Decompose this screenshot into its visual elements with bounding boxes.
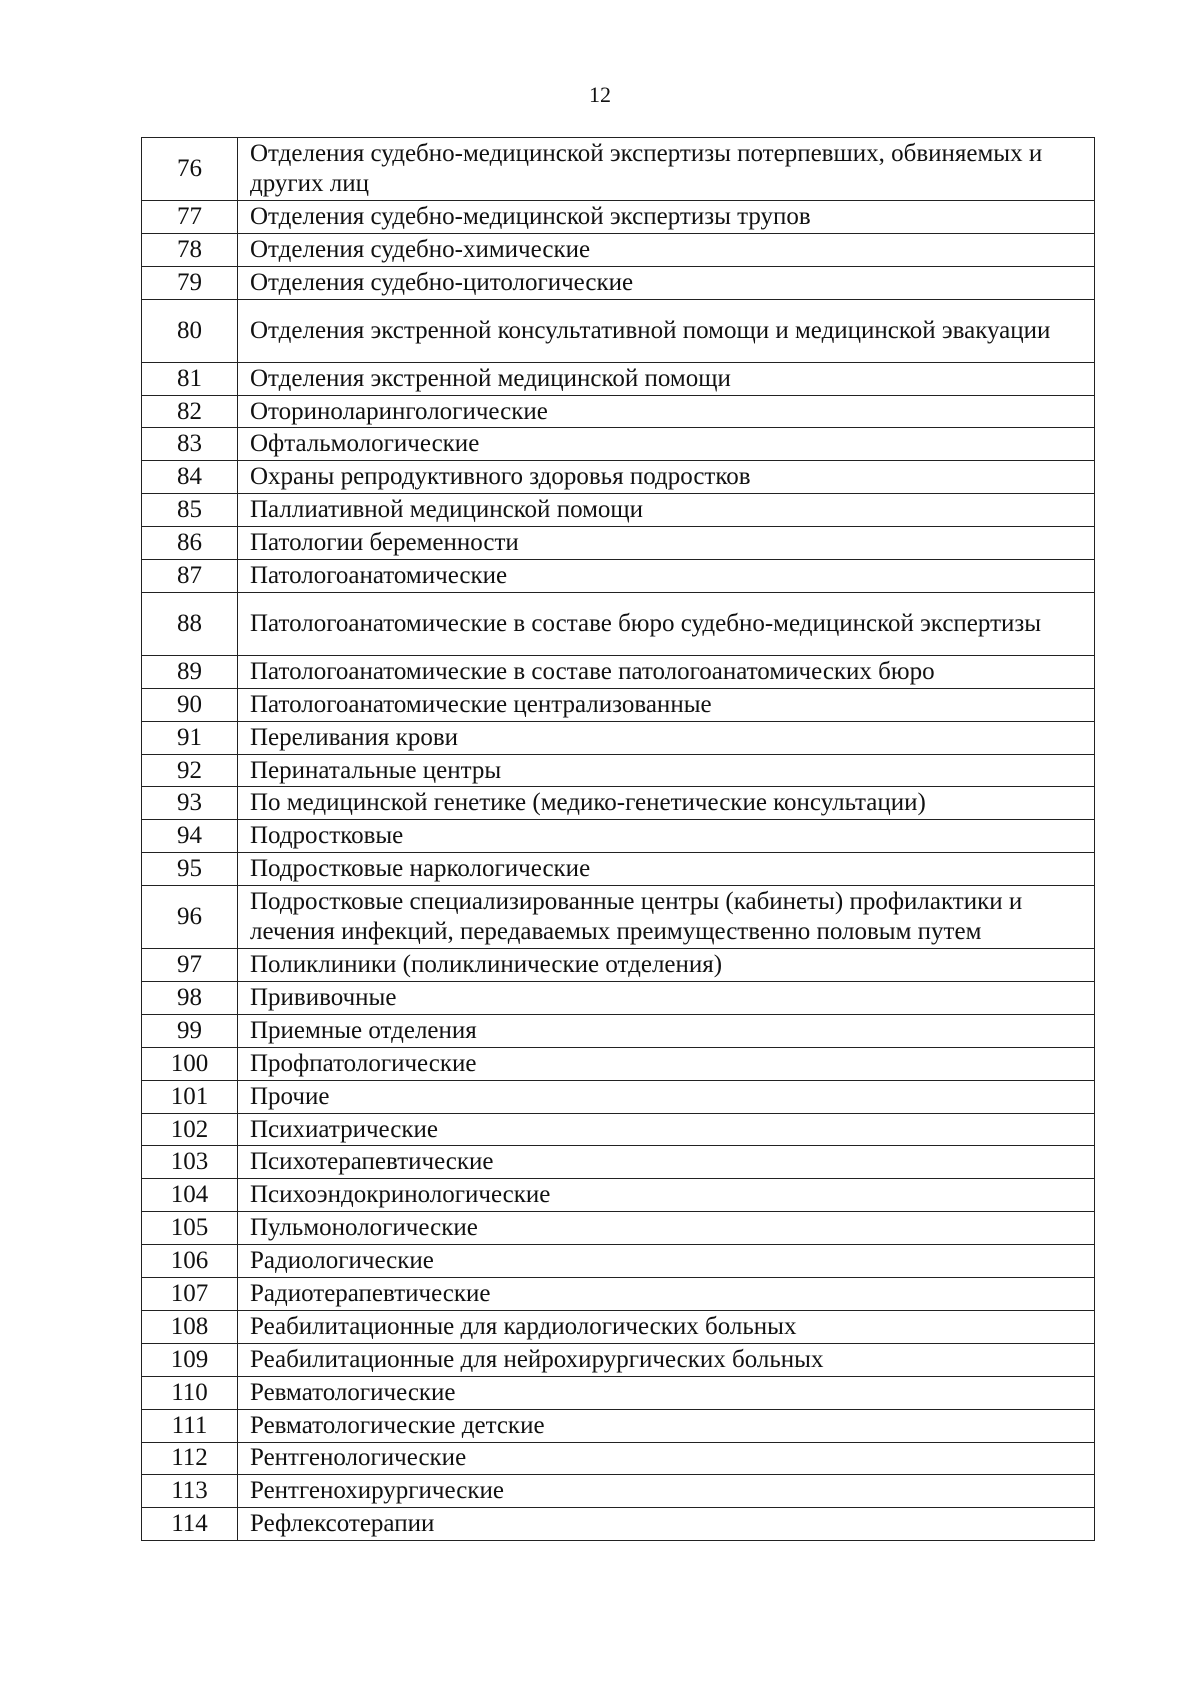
department-name: Поликлиники (поликлинические отделения): [238, 949, 1095, 982]
department-name: Психотерапевтические: [238, 1146, 1095, 1179]
department-name: Радиологические: [238, 1245, 1095, 1278]
table-row: [142, 1508, 1095, 1541]
row-number: 87: [142, 560, 238, 593]
table-row: [142, 1343, 1095, 1376]
department-name: Отделения экстренной консультативной помощи и медицинской эвакуации: [238, 299, 1095, 362]
table-row: [142, 787, 1095, 820]
table-row: [142, 754, 1095, 787]
row-number: 86: [142, 527, 238, 560]
table-row: [142, 655, 1095, 688]
row-number: 91: [142, 721, 238, 754]
department-name: Радиотерапевтические: [238, 1278, 1095, 1311]
department-name: Психоэндокринологические: [238, 1179, 1095, 1212]
table-row: [142, 820, 1095, 853]
table-row: [142, 1014, 1095, 1047]
row-number: 82: [142, 395, 238, 428]
row-number: 77: [142, 201, 238, 234]
table-row: [142, 592, 1095, 655]
table-row: [142, 1212, 1095, 1245]
department-name: Переливания крови: [238, 721, 1095, 754]
department-name: Подростковые наркологические: [238, 853, 1095, 886]
table-row: [142, 138, 1095, 201]
row-number: 79: [142, 266, 238, 299]
table-row: [142, 461, 1095, 494]
table-row: [142, 1179, 1095, 1212]
table-row: [142, 233, 1095, 266]
department-name: Ревматологические детские: [238, 1409, 1095, 1442]
department-name: Реабилитационные для кардиологических больных: [238, 1310, 1095, 1343]
row-number: 94: [142, 820, 238, 853]
department-name: Отделения экстренной медицинской помощи: [238, 362, 1095, 395]
row-number: 93: [142, 787, 238, 820]
row-number: 104: [142, 1179, 238, 1212]
row-number: 96: [142, 886, 238, 949]
row-number: 109: [142, 1343, 238, 1376]
department-name: Реабилитационные для нейрохирургических больных: [238, 1343, 1095, 1376]
row-number: 97: [142, 949, 238, 982]
table-row: [142, 886, 1095, 949]
row-number: 107: [142, 1278, 238, 1311]
table-row: [142, 982, 1095, 1015]
department-name: Прививочные: [238, 982, 1095, 1015]
row-number: 114: [142, 1508, 238, 1541]
department-name: Отделения судебно-медицинской экспертизы потерпевших, обвиняемых и других лиц: [238, 138, 1095, 201]
department-name: Пульмонологические: [238, 1212, 1095, 1245]
row-number: 80: [142, 299, 238, 362]
department-name: Рентгенохирургические: [238, 1475, 1095, 1508]
department-name: Перинатальные центры: [238, 754, 1095, 787]
department-name: Патологоанатомические централизованные: [238, 688, 1095, 721]
table-row: [142, 1278, 1095, 1311]
department-name: Паллиативной медицинской помощи: [238, 494, 1095, 527]
page-number: 12: [589, 82, 611, 107]
row-number: 110: [142, 1376, 238, 1409]
department-name: Ревматологические: [238, 1376, 1095, 1409]
row-number: 89: [142, 655, 238, 688]
row-number: 88: [142, 592, 238, 655]
table-row: [142, 1442, 1095, 1475]
table-row: [142, 1047, 1095, 1080]
row-number: 100: [142, 1047, 238, 1080]
row-number: 108: [142, 1310, 238, 1343]
table-row: [142, 1245, 1095, 1278]
table-row: [142, 688, 1095, 721]
department-name: Профпатологические: [238, 1047, 1095, 1080]
row-number: 102: [142, 1113, 238, 1146]
row-number: 106: [142, 1245, 238, 1278]
table-row: [142, 949, 1095, 982]
table-row: [142, 1310, 1095, 1343]
department-name: Патологоанатомические в составе патологоанатомических бюро: [238, 655, 1095, 688]
row-number: 78: [142, 233, 238, 266]
table-row: [142, 560, 1095, 593]
table-row: [142, 1080, 1095, 1113]
department-name: Подростковые: [238, 820, 1095, 853]
department-table: [141, 137, 1095, 1541]
table-row: [142, 1146, 1095, 1179]
table-row: [142, 721, 1095, 754]
department-name: Рентгенологические: [238, 1442, 1095, 1475]
table-row: [142, 1376, 1095, 1409]
department-name: Патологоанатомические: [238, 560, 1095, 593]
department-name: Подростковые специализированные центры (кабинеты) профилактики и лечения инфекций, передаваемых преимущественно половым путем: [238, 886, 1095, 949]
department-name: Охраны репродуктивного здоровья подростков: [238, 461, 1095, 494]
department-name: Психиатрические: [238, 1113, 1095, 1146]
row-number: 92: [142, 754, 238, 787]
row-number: 84: [142, 461, 238, 494]
table-row: [142, 395, 1095, 428]
department-name: Патологоанатомические в составе бюро судебно-медицинской экспертизы: [238, 592, 1095, 655]
department-name: Приемные отделения: [238, 1014, 1095, 1047]
table-row: [142, 494, 1095, 527]
row-number: 101: [142, 1080, 238, 1113]
table-row: [142, 1475, 1095, 1508]
table-row: [142, 362, 1095, 395]
row-number: 90: [142, 688, 238, 721]
row-number: 99: [142, 1014, 238, 1047]
table-row: [142, 266, 1095, 299]
department-name: Офтальмологические: [238, 428, 1095, 461]
department-name: По медицинской генетике (медико-генетические консультации): [238, 787, 1095, 820]
row-number: 112: [142, 1442, 238, 1475]
department-name: Отделения судебно-цитологические: [238, 266, 1095, 299]
row-number: 105: [142, 1212, 238, 1245]
department-name: Рефлексотерапии: [238, 1508, 1095, 1541]
table-body: [142, 138, 1095, 1541]
department-name: Отделения судебно-медицинской экспертизы трупов: [238, 201, 1095, 234]
row-number: 81: [142, 362, 238, 395]
row-number: 95: [142, 853, 238, 886]
table-row: [142, 201, 1095, 234]
table-row: [142, 299, 1095, 362]
row-number: 103: [142, 1146, 238, 1179]
row-number: 76: [142, 138, 238, 201]
table-row: [142, 1113, 1095, 1146]
row-number: 98: [142, 982, 238, 1015]
row-number: 85: [142, 494, 238, 527]
row-number: 83: [142, 428, 238, 461]
table-row: [142, 527, 1095, 560]
table-row: [142, 1409, 1095, 1442]
department-name: Отделения судебно-химические: [238, 233, 1095, 266]
table-row: [142, 853, 1095, 886]
department-name: Патологии беременности: [238, 527, 1095, 560]
table-row: [142, 428, 1095, 461]
department-name: Прочие: [238, 1080, 1095, 1113]
row-number: 113: [142, 1475, 238, 1508]
row-number: 111: [142, 1409, 238, 1442]
department-name: Оториноларингологические: [238, 395, 1095, 428]
department-table-container: [141, 137, 1094, 1541]
